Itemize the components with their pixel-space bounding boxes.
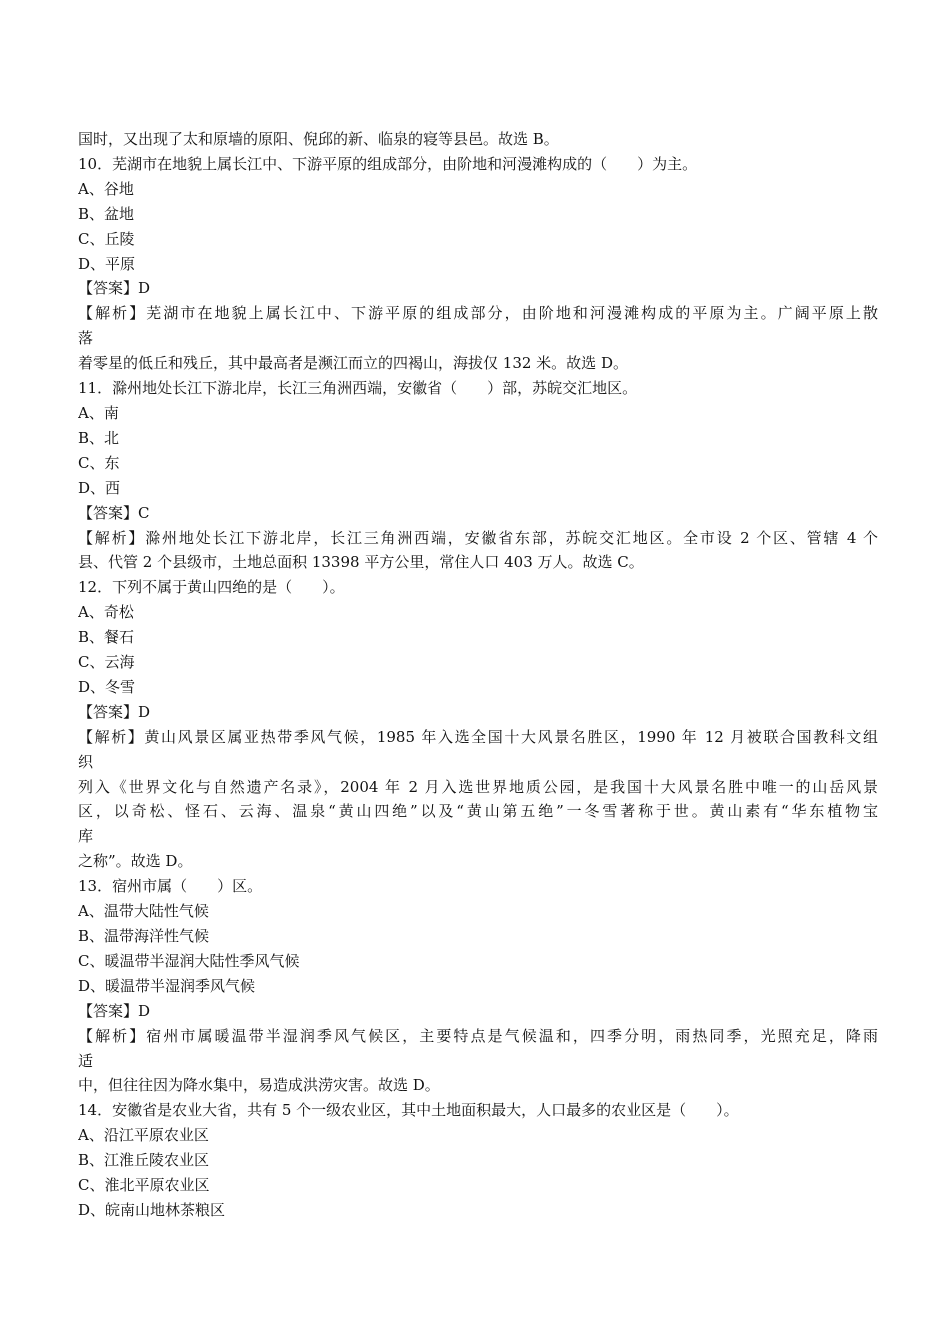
text-line: 中，但往往因为降水集中，易造成洪涝灾害。故选 D。 — [78, 1076, 440, 1095]
text-line: 区，以奇松、怪石、云海、温泉“黄山四绝”以及“黄山第五绝”一冬雪著称于世。黄山素有“华东植物宝 — [78, 802, 878, 821]
document-body — [78, 127, 878, 1223]
text-line: A、温带大陆性气候 — [78, 902, 209, 921]
text-line: 11．滁州地处长江下游北岸，长江三角洲西端，安徽省（ ）部，苏皖交汇地区。 — [78, 379, 638, 398]
text-line: A、奇松 — [78, 603, 134, 622]
text-line: D、皖南山地林茶粮区 — [78, 1200, 226, 1219]
text-line: B、盆地 — [78, 204, 135, 223]
text-line: 【解析】滁州地处长江下游北岸，长江三角洲西端，安徽省东部，苏皖交汇地区。全市设 2 个区、管辖 4 个 — [78, 528, 878, 547]
text-line: 落 — [78, 329, 94, 348]
text-line: C、丘陵 — [78, 229, 135, 248]
text-line: 【答案】C — [78, 503, 150, 522]
text-line: 12．下列不属于黄山四绝的是（ ）。 — [78, 578, 345, 597]
text-line: 【解析】宿州市属暖温带半湿润季风气候区，主要特点是气候温和，四季分明，雨热同季，光照充足，降雨 — [78, 1026, 878, 1045]
text-line: C、东 — [78, 453, 120, 472]
text-line: C、淮北平原农业区 — [78, 1176, 210, 1195]
text-line: 14．安徽省是农业大省，共有 5 个一级农业区，其中土地面积最大，人口最多的农业区是（ ）。 — [78, 1101, 739, 1120]
text-line: 【答案】D — [78, 1001, 151, 1020]
text-line: 【解析】黄山风景区属亚热带季风气候，1985 年入选全国十大风景名胜区，1990 年 12 月被联合国教科文组 — [78, 727, 878, 746]
text-line: B、温带海洋性气候 — [78, 927, 210, 945]
text-line: A、沿江平原农业区 — [78, 1126, 209, 1145]
text-line: 【解析】芜湖市在地貌上属长江中、下游平原的组成部分，由阶地和河漫滩构成的平原为主。广阔平原上散 — [78, 304, 878, 323]
text-line: D、暖温带半湿润季风气候 — [78, 976, 256, 995]
text-line: 13．宿州市属（ ）区。 — [78, 877, 263, 896]
text-line: A、南 — [78, 403, 119, 422]
text-line: D、冬雪 — [78, 677, 136, 696]
text-line: 着零星的低丘和残丘，其中最高者是濒江而立的四褐山，海拔仅 132 米。故选 D。 — [78, 354, 628, 373]
text-line: B、北 — [78, 428, 120, 447]
text-line: 县、代管 2 个县级市，土地总面积 13398 平方公里，常住人口 403 万人。故选 C。 — [78, 553, 644, 572]
text-line: C、云海 — [78, 653, 135, 672]
text-line: D、西 — [78, 478, 121, 497]
text-line: 适 — [78, 1051, 94, 1070]
text-line: 之称”。故选 D。 — [78, 852, 193, 871]
text-line: 织 — [78, 752, 94, 771]
text-line: 列入《世界文化与自然遗产名录》，2004 年 2 月入选世界地质公园，是我国十大风景名胜中唯一的山岳风景 — [78, 777, 878, 796]
text-line: 国时，又出现了太和原墙的原阳、倪邱的新、临泉的寝等县邑。故选 B。 — [78, 130, 559, 148]
text-line: 【答案】D — [78, 702, 151, 721]
text-line: 库 — [78, 827, 94, 846]
text-line: D、平原 — [78, 254, 136, 273]
text-line: A、谷地 — [78, 179, 134, 198]
text-line: B、餐石 — [78, 628, 135, 647]
text-line: 10．芜湖市在地貌上属长江中、下游平原的组成部分，由阶地和河漫滩构成的（ ）为主。 — [78, 154, 698, 173]
text-line: B、江淮丘陵农业区 — [78, 1151, 210, 1170]
text-line: 【答案】D — [78, 279, 151, 298]
text-line: C、暖温带半湿润大陆性季风气候 — [78, 951, 300, 970]
